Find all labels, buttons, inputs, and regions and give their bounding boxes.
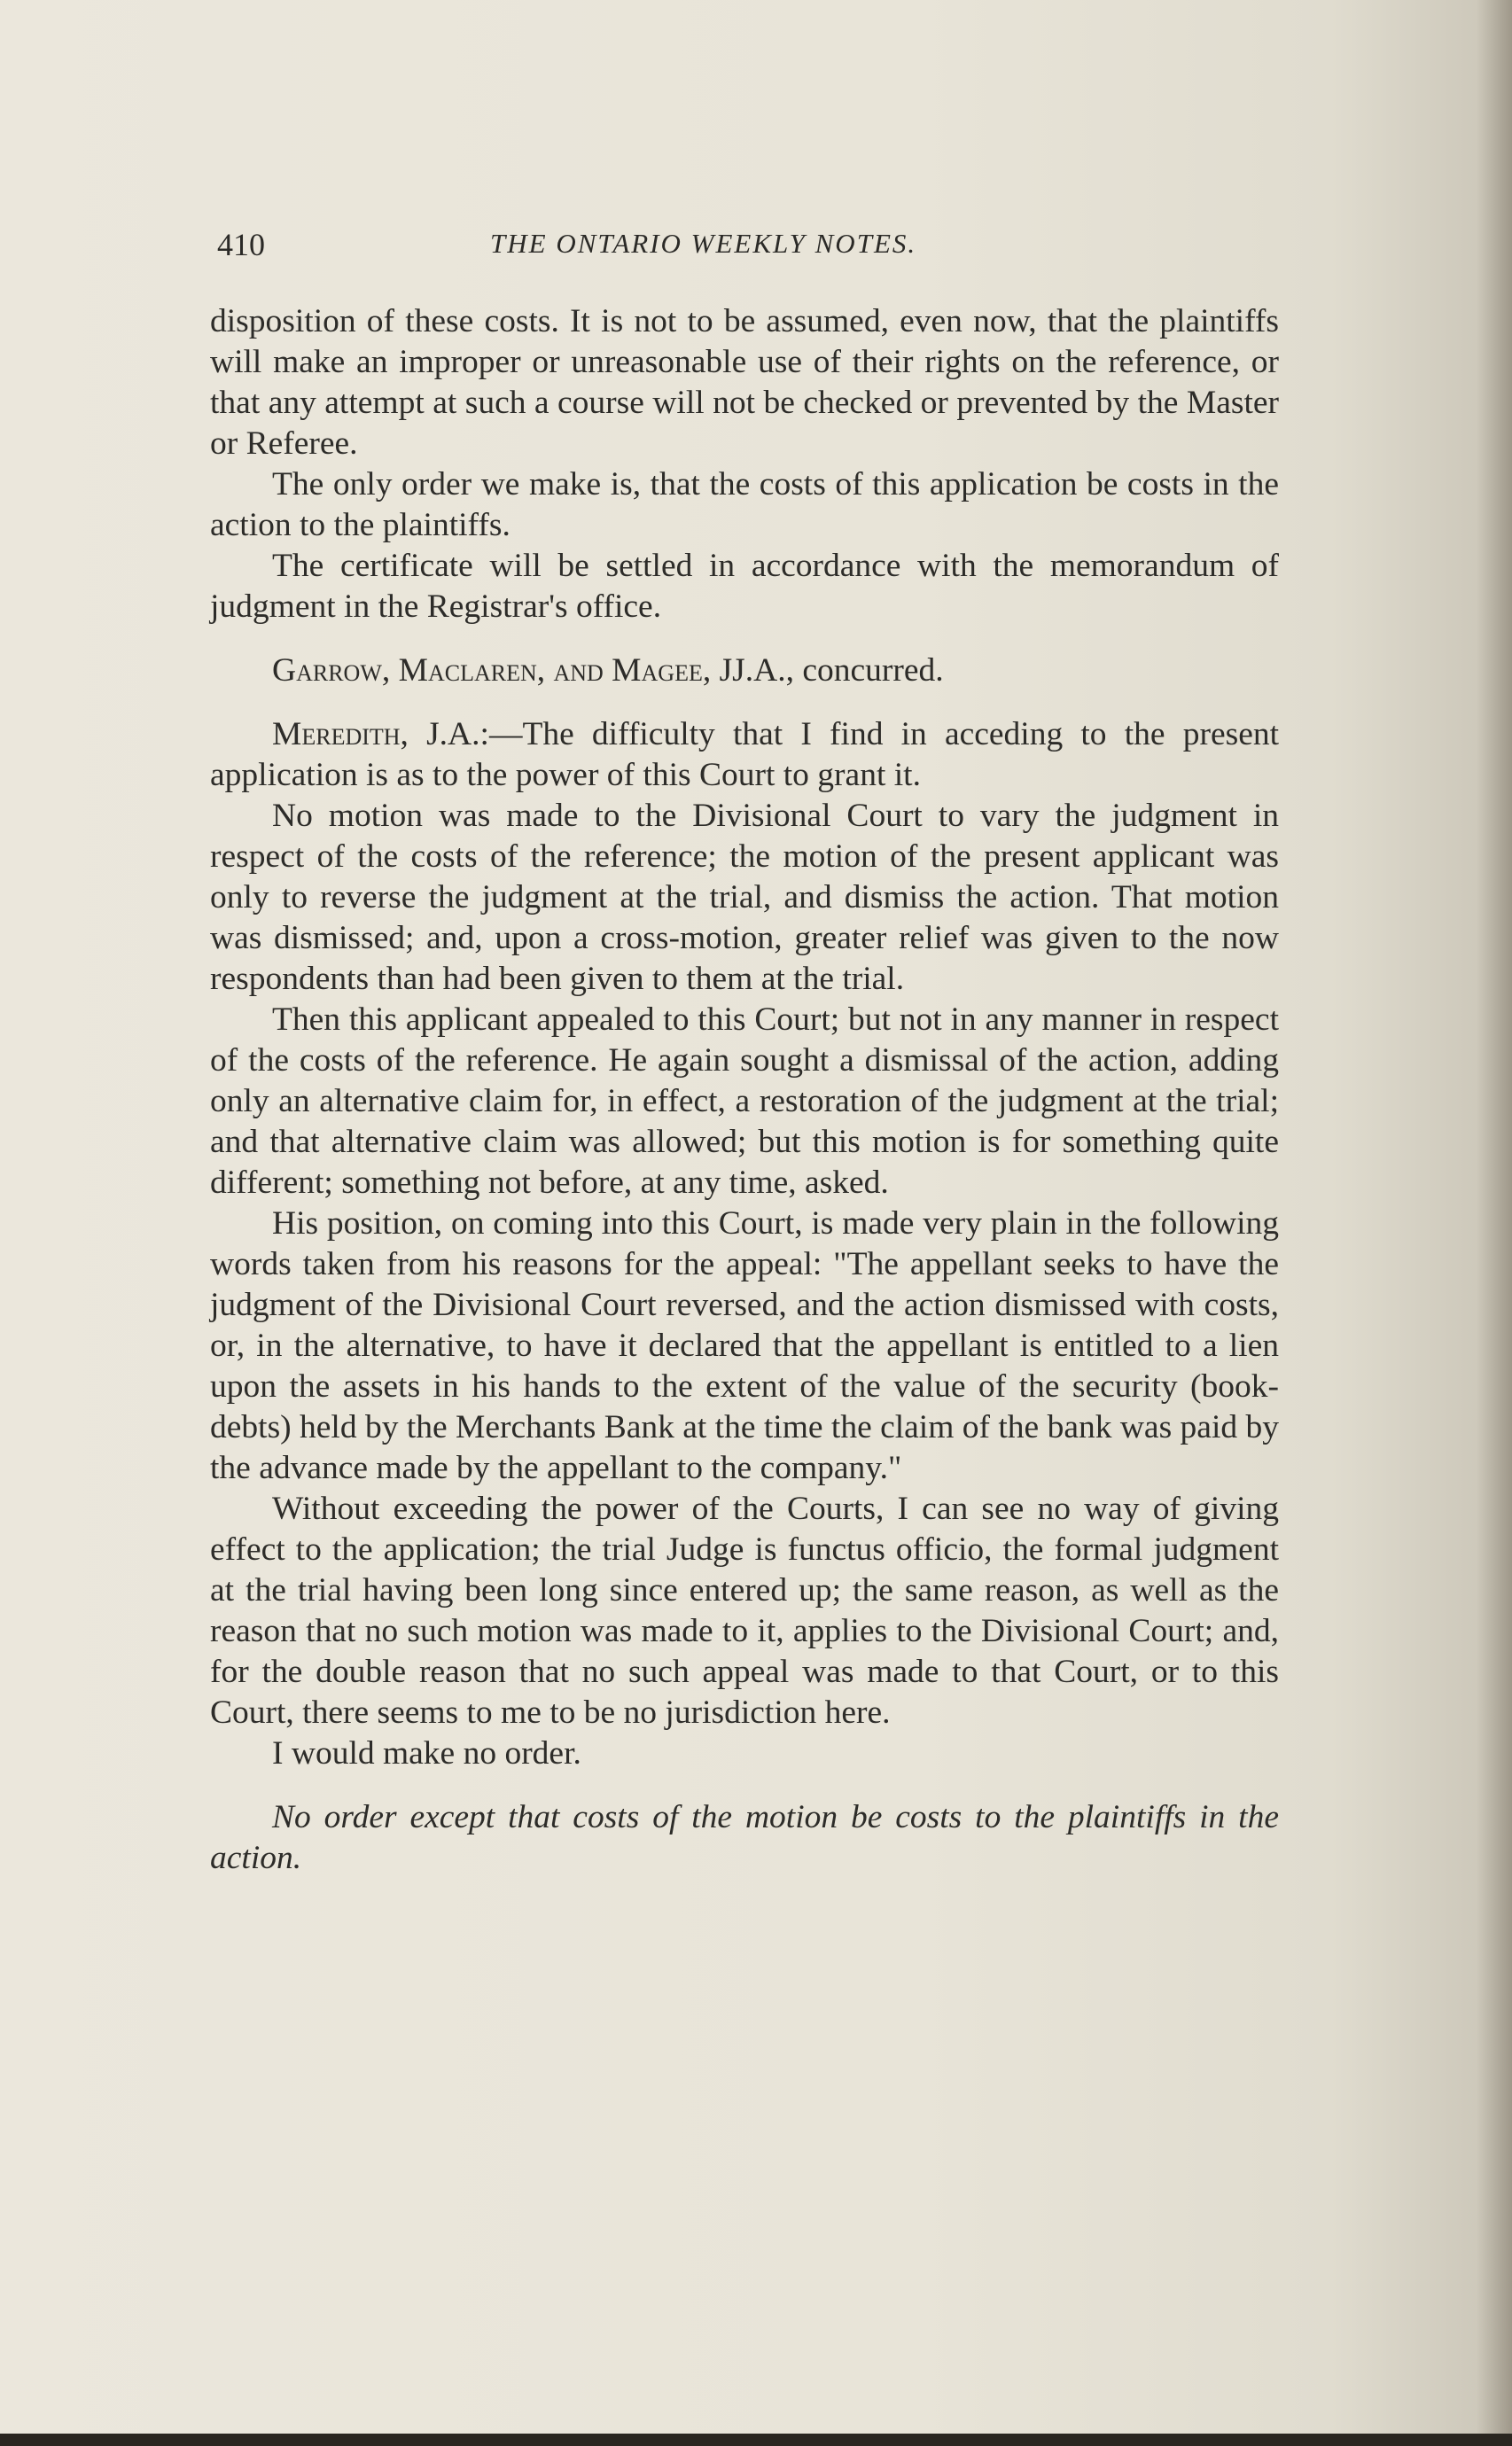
body-text (210, 301, 1279, 1879)
opinion-text: :—The difficulty that I find in acceding to the present application is as to the power of this Court to grant it. (210, 716, 1280, 793)
paragraph: Without exceeding the power of the Courts, I can see no way of giving effect to the application; the trial Judge is functus officio, the formal judgment at the trial having been long since entered up; the same reason, as well as the reason that no such motion was made to it, applies to the Divisional Court; and, for the double reason that no such appeal was made to that Court, or to this Court, there seems to me to be no jurisdiction here. (210, 1491, 1279, 1731)
paragraph: No motion was made to the Divisional Court to vary the judgment in respect of the costs of the reference; the motion of the present applicant was only to reverse the judgment at the trial, and dismiss the action. That motion was dismissed; and, upon a cross-motion, greater relief was given to the now respondents than had been given to them at the trial. (210, 798, 1279, 997)
judge-name: Meredith, J.A. (272, 716, 480, 752)
running-title: THE ONTARIO WEEKLY NOTES. (490, 228, 917, 259)
paragraph: The certificate will be settled in accordance with the memorandum of judgment in the Registrar's office. (210, 548, 1279, 625)
opinion-paragraph (210, 714, 1279, 796)
page-edge-shadow (1477, 0, 1512, 2446)
concurrence-paragraph (210, 650, 1279, 691)
page-header (217, 226, 1281, 270)
paragraph: The only order we make is, that the costs of this application be costs in the action to the plaintiffs. (210, 466, 1279, 543)
paragraph: His position, on coming into this Court, is made very plain in the following words taken from his reasons for the appeal: "The appellant seeks to have the judgment of the Divisional Court reversed, and the action dismissed with costs, or, in the alternative, to have it declared that the appellant is entitled to a lien upon the assets in his hands to the extent of the value of the security (book-debts) held by the Merchants Bank at the time the claim of the bank was paid by the advance made by the appellant to the company." (210, 1205, 1279, 1486)
paragraph: Then this applicant appealed to this Court; but not in any manner in respect of the costs of the reference. He again sought a dismissal of the action, adding only an alternative claim for, in effect, a restoration of the judgment at the trial; and that alternative claim was allowed; but this motion is for something quite different; something not before, at any time, asked. (210, 1001, 1279, 1201)
paragraph: I would make no order. (272, 1735, 581, 1772)
page-number: 410 (217, 227, 265, 262)
concurrence-text: concurred. (794, 652, 944, 689)
paragraph: disposition of these costs. It is not to be assumed, even now, that the plaintiffs will make an improper or unreasonable use of their rights on the reference, or that any attempt at such a course will not be checked or prevented by the Master or Referee. (210, 303, 1279, 462)
bottom-binding-shadow (0, 2434, 1512, 2446)
judges-names: Garrow, Maclaren, and Magee, JJ.A., (272, 652, 794, 689)
final-order: No order except that costs of the motion be costs to the plaintiffs in the action. (210, 1799, 1279, 1876)
